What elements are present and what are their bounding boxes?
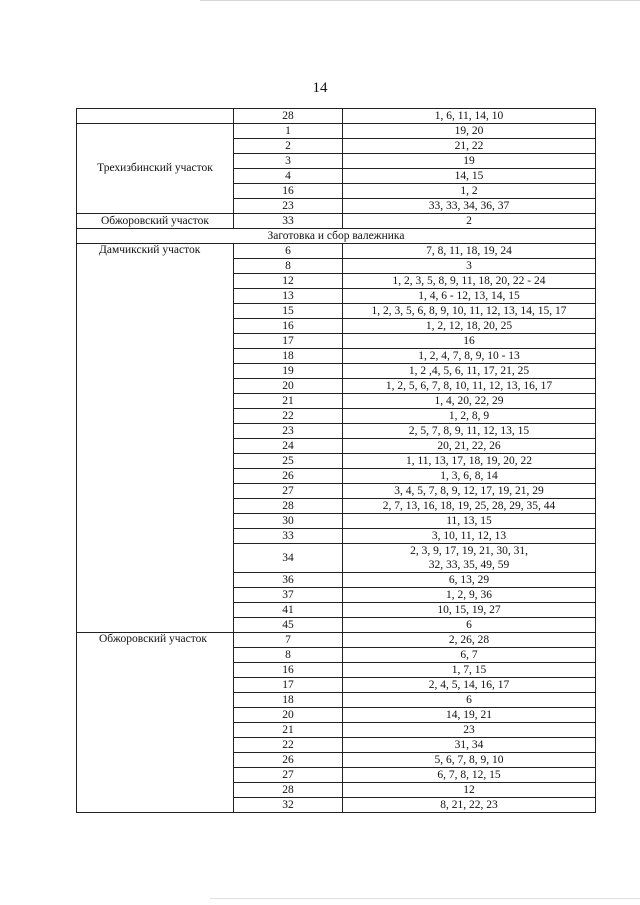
- allotments-cell: 3, 4, 5, 7, 8, 9, 12, 17, 19, 21, 29: [343, 484, 596, 499]
- allotments-cell: 6: [343, 618, 596, 633]
- table-row: [77, 124, 596, 139]
- quarter-number-cell: 4: [234, 169, 343, 184]
- quarter-number-cell: 16: [234, 319, 343, 334]
- allotments-cell: 7, 8, 11, 18, 19, 24: [343, 244, 596, 259]
- allotments-cell: 14, 19, 21: [343, 708, 596, 723]
- quarter-number-cell: 26: [234, 469, 343, 484]
- allotments-cell: 2, 5, 7, 8, 9, 11, 12, 13, 15: [343, 424, 596, 439]
- allotments-cell: 10, 15, 19, 27: [343, 603, 596, 618]
- quarter-number-cell: 21: [234, 394, 343, 409]
- quarter-number-cell: 33: [234, 214, 343, 229]
- allotments-cell: 16: [343, 334, 596, 349]
- quarter-number-cell: 1: [234, 124, 343, 139]
- allotments-cell: 6, 7: [343, 648, 596, 663]
- quarter-number-cell: 16: [234, 184, 343, 199]
- allotments-cell: 2: [343, 214, 596, 229]
- quarter-number-cell: 28: [234, 109, 343, 124]
- quarter-number-cell: 22: [234, 409, 343, 424]
- table-row: [77, 633, 596, 648]
- scan-edge-line: [200, 0, 640, 1]
- section-row: [77, 229, 596, 244]
- quarter-number-cell: 18: [234, 349, 343, 364]
- quarter-number-cell: 26: [234, 753, 343, 768]
- quarters-table: [76, 108, 596, 813]
- quarter-number-cell: 2: [234, 139, 343, 154]
- allotments-cell: 3, 10, 11, 12, 13: [343, 529, 596, 544]
- quarter-number-cell: 27: [234, 768, 343, 783]
- quarter-number-cell: 28: [234, 783, 343, 798]
- allotments-cell: 1, 2, 9, 36: [343, 588, 596, 603]
- allotments-cell: 23: [343, 723, 596, 738]
- quarter-number-cell: 45: [234, 618, 343, 633]
- quarter-number-cell: 21: [234, 723, 343, 738]
- site-name-cell: Обжоровский участок: [77, 633, 234, 813]
- quarter-number-cell: 16: [234, 663, 343, 678]
- quarter-number-cell: 19: [234, 364, 343, 379]
- allotments-cell: 1, 2, 8, 9: [343, 409, 596, 424]
- allotments-cell: 1, 2, 3, 5, 6, 8, 9, 10, 11, 12, 13, 14, 15, 17: [343, 304, 596, 319]
- quarter-number-cell: 3: [234, 154, 343, 169]
- quarter-number-cell: 17: [234, 334, 343, 349]
- allotments-cell: 1, 2 ,4, 5, 6, 11, 17, 21, 25: [343, 364, 596, 379]
- allotments-cell: 19: [343, 154, 596, 169]
- allotments-cell: 12: [343, 783, 596, 798]
- quarter-number-cell: 23: [234, 199, 343, 214]
- quarter-number-cell: 6: [234, 244, 343, 259]
- table-row: [77, 214, 596, 229]
- allotments-cell: 1, 11, 13, 17, 18, 19, 20, 22: [343, 454, 596, 469]
- table-body-before: [77, 109, 596, 229]
- scan-bottom-line: [210, 898, 640, 899]
- allotments-cell: 31, 34: [343, 738, 596, 753]
- site-name-cell: Обжоровский участок: [77, 214, 234, 229]
- quarter-number-cell: 18: [234, 693, 343, 708]
- allotments-cell: 6, 7, 8, 12, 15: [343, 768, 596, 783]
- quarter-number-cell: 36: [234, 573, 343, 588]
- allotments-cell: 8, 21, 22, 23: [343, 798, 596, 813]
- allotments-cell: 2, 3, 9, 17, 19, 21, 30, 31, 32, 33, 35, 49, 59: [343, 544, 596, 573]
- site-name-cell: Дамчикский участок: [77, 244, 234, 633]
- allotments-cell: 1, 2, 5, 6, 7, 8, 10, 11, 12, 13, 16, 17: [343, 379, 596, 394]
- quarter-number-cell: 12: [234, 274, 343, 289]
- quarter-number-cell: 23: [234, 424, 343, 439]
- quarter-number-cell: 7: [234, 633, 343, 648]
- quarter-number-cell: 34: [234, 544, 343, 573]
- allotments-cell: 5, 6, 7, 8, 9, 10: [343, 753, 596, 768]
- quarter-number-cell: 25: [234, 454, 343, 469]
- allotments-cell: 1, 2: [343, 184, 596, 199]
- quarter-number-cell: 41: [234, 603, 343, 618]
- allotments-cell: 20, 21, 22, 26: [343, 439, 596, 454]
- allotments-cell: 19, 20: [343, 124, 596, 139]
- table-row: [77, 244, 596, 259]
- allotments-cell: 1, 2, 4, 7, 8, 9, 10 - 13: [343, 349, 596, 364]
- quarter-number-cell: 28: [234, 499, 343, 514]
- allotments-cell: 14, 15: [343, 169, 596, 184]
- quarter-number-cell: 37: [234, 588, 343, 603]
- quarter-number-cell: 20: [234, 708, 343, 723]
- allotments-cell: 21, 22: [343, 139, 596, 154]
- section-title: Заготовка и сбор валежника: [77, 229, 596, 244]
- allotments-cell: 11, 13, 15: [343, 514, 596, 529]
- quarter-number-cell: 13: [234, 289, 343, 304]
- quarter-number-cell: 8: [234, 259, 343, 274]
- allotments-cell: 6, 13, 29: [343, 573, 596, 588]
- allotments-cell: 1, 4, 20, 22, 29: [343, 394, 596, 409]
- quarter-number-cell: 15: [234, 304, 343, 319]
- allotments-cell: 33, 33, 34, 36, 37: [343, 199, 596, 214]
- quarter-number-cell: 32: [234, 798, 343, 813]
- allotments-cell: 1, 6, 11, 14, 10: [343, 109, 596, 124]
- page-number: 14: [312, 80, 328, 96]
- allotments-cell: 2, 4, 5, 14, 16, 17: [343, 678, 596, 693]
- quarter-number-cell: 24: [234, 439, 343, 454]
- section-header: [77, 229, 596, 244]
- allotments-cell: 1, 4, 6 - 12, 13, 14, 15: [343, 289, 596, 304]
- table-row: [77, 109, 596, 124]
- quarter-number-cell: 20: [234, 379, 343, 394]
- site-name-cell: [77, 109, 234, 124]
- quarter-number-cell: 30: [234, 514, 343, 529]
- allotments-cell: 2, 7, 13, 16, 18, 19, 25, 28, 29, 35, 44: [343, 499, 596, 514]
- allotments-cell: 2, 26, 28: [343, 633, 596, 648]
- allotments-cell: 6: [343, 693, 596, 708]
- table-body-after: [77, 244, 596, 813]
- quarter-number-cell: 22: [234, 738, 343, 753]
- quarter-number-cell: 17: [234, 678, 343, 693]
- allotments-cell: 1, 3, 6, 8, 14: [343, 469, 596, 484]
- allotments-cell: 1, 2, 3, 5, 8, 9, 11, 18, 20, 22 - 24: [343, 274, 596, 289]
- quarter-number-cell: 27: [234, 484, 343, 499]
- site-name-cell: Трехизбинский участок: [77, 124, 234, 214]
- allotments-cell: 3: [343, 259, 596, 274]
- allotments-cell: 1, 7, 15: [343, 663, 596, 678]
- quarter-number-cell: 8: [234, 648, 343, 663]
- quarter-number-cell: 33: [234, 529, 343, 544]
- allotments-cell: 1, 2, 12, 18, 20, 25: [343, 319, 596, 334]
